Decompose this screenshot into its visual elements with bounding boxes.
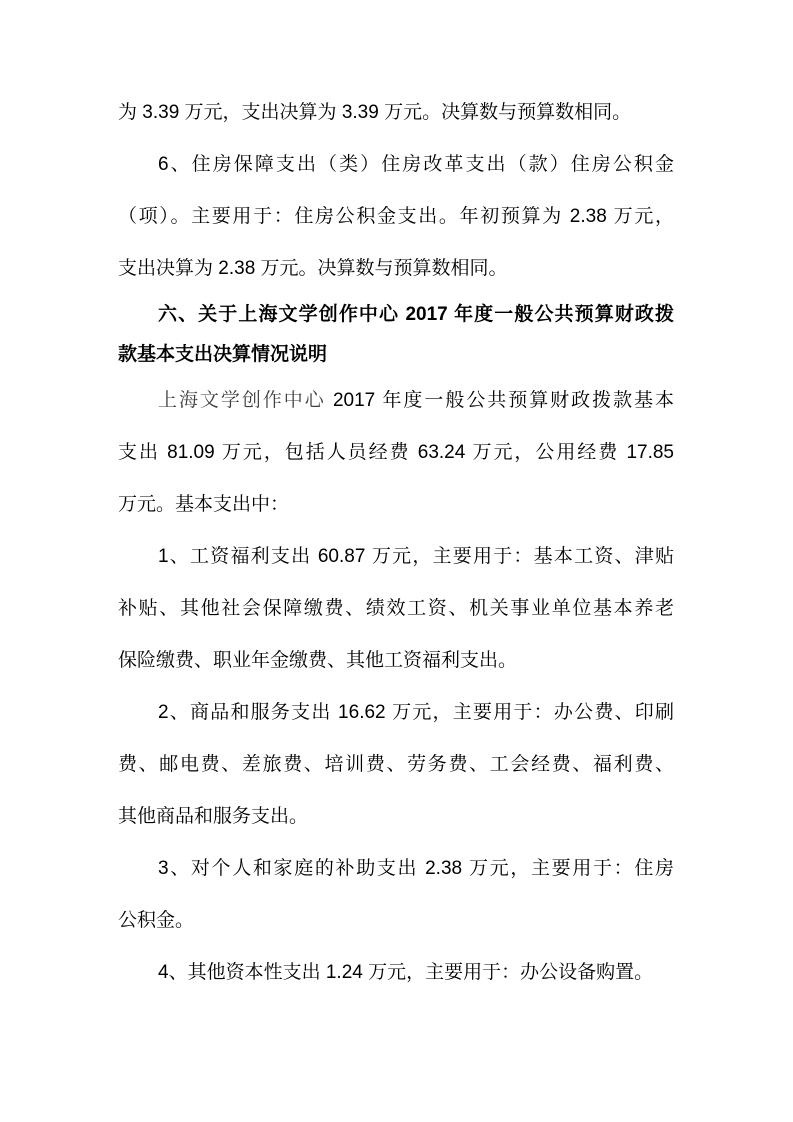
body-line: 支出决算为 2.38 万元。决算数与预算数相同。 <box>118 258 508 279</box>
body-line: 2、商品和服务支出 16.62 万元，主要用于：办公费、印刷 <box>158 702 674 723</box>
section-heading-line: 六、关于上海文学创作中心 2017 年度一般公共预算财政拨 <box>158 304 674 325</box>
body-line: 4、其他资本性支出 1.24 万元，主要用于：办公设备购置。 <box>158 962 654 983</box>
body-line: 1、工资福利支出 60.87 万元，主要用于：基本工资、津贴 <box>158 546 674 567</box>
body-line: 为 3.39 万元，支出决算为 3.39 万元。决算数与预算数相同。 <box>118 102 632 123</box>
body-line <box>118 375 674 427</box>
body-line: 3、对个人和家庭的补助支出 2.38 万元，主要用于：住房 <box>158 858 674 879</box>
body-line: （项）。主要用于：住房公积金支出。年初预算为 2.38 万元， <box>118 206 674 227</box>
section-heading-line: 款基本支出决算情况说明 <box>118 344 328 365</box>
body-line: 万元。基本支出中： <box>118 494 290 515</box>
body-line: 保险缴费、职业年金缴费、其他工资福利支出。 <box>118 650 518 671</box>
serif-text-run: 上海文学创作中心 <box>158 390 326 411</box>
body-line: 其他商品和服务支出。 <box>118 806 309 827</box>
body-line: 公积金。 <box>118 910 195 931</box>
body-line: 补贴、其他社会保障缴费、绩效工资、机关事业单位基本养老 <box>118 598 674 619</box>
body-line: 6、住房保障支出（类）住房改革支出（款）住房公积金 <box>158 154 674 175</box>
body-line: 支出 81.09 万元，包括人员经费 63.24 万元，公用经费 17.85 <box>118 442 674 463</box>
text-run: 2017 年度一般公共预算财政拨款基本 <box>325 390 674 411</box>
body-line: 费、邮电费、差旅费、培训费、劳务费、工会经费、福利费、 <box>118 754 674 775</box>
